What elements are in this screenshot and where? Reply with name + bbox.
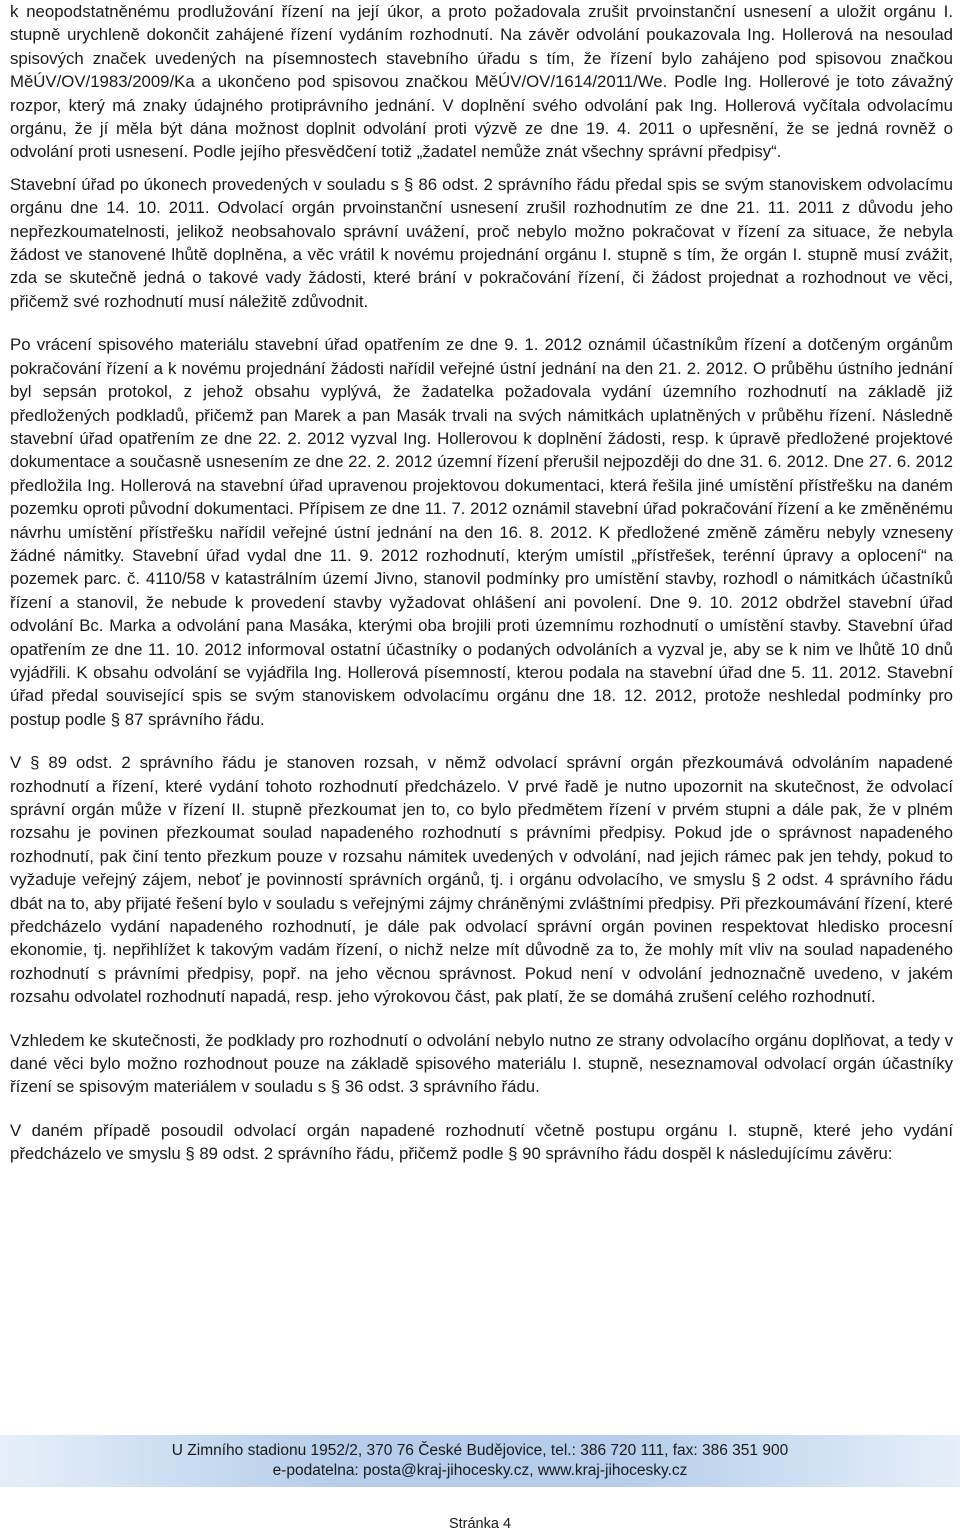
footer-contacts: e-podatelna: posta@kraj-jihocesky.cz, www.kraj-jihocesky.cz: [272, 1462, 688, 1479]
paragraph-conclusion-intro: V daném případě posoudil odvolací orgán napadené rozhodnutí včetně postupu orgánu I. stupně, které jeho vydání předcházelo ve smyslu § 89 odst. 2 správního řádu, přičemž podle § 90 správního řádu dospěl k následujícímu závěru:: [10, 1120, 953, 1164]
paragraph-appeal-summary: k neopodstatněnému prodlužování řízení na její úkor, a proto požadovala zrušit prvoinstanční usnesení a uložit orgánu I. stupně urychleně dokončit zahájené řízení vydáním rozhodnutí. Na závěr odvolání poukazovala Ing. Hollerová na nesoulad spisových značek uvedených na písemnostech stavebního úřadu s tím, že řízení bylo zahájeno pod spisovou značkou MěÚV/OV/1983/2009/Ka a ukončeno pod spisovou značkou MěÚV/OV/1614/2011/We. Podle Ing. Hollerové je toto závažný rozpor, který má znaky údajného protiprávního jednání. V doplnění svého odvolání pak Ing. Hollerová vyčítala odvolacímu orgánu, že jí měla být dána možnost doplnit odvolání proti výzvě ze dne 19. 4. 2011 o upřesnění, že se jedná rovněž o odvolání proti usnesení. Podle jejího přesvědčení totiž „žadatel nemůže znát všechny správní předpisy“.: [10, 2, 953, 162]
paragraph-review-scope: V § 89 odst. 2 správního řádu je stanoven rozsah, v němž odvolací správní orgán přezkoumává odvoláním napadené rozhodnutí a řízení, které vydání tohoto rozhodnutí předcházelo. V prvé řadě je nutno upozornit na skutečnost, že odvolací správní orgán může v řízení II. stupně přezkoumat jen to, co bylo předmětem řízení v prvém stupni a dále pak, že v plném rozsahu je povinen přezkoumat soulad napadeného rozhodnutí s právními předpisy. Pokud jde o správnost napadeného rozhodnutí, pak činí tento přezkum pouze v rozsahu námitek uvedených v odvolání, nad jejich rámec pak jen tehdy, pokud to vyžaduje veřejný zájem, neboť je povinností správních orgánů, tj. i orgánu odvolacího, ve smyslu § 2 odst. 4 správního řádu dbát na to, aby přijaté řešení bylo v souladu s veřejnými zájmy chráněnými zvláštními předpisy. Při přezkoumávání řízení, které předcházelo vydání napadeného rozhodnutí, je dále pak odvolací správní orgán povinen respektovat hledisko procesní ekonomie, tj. nepřihlížet k takovým vadám řízení, o nichž nelze mít důvodně za to, že mohly mít vliv na soulad napadeného rozhodnutí s právními předpisy, popř. na jeho věcnou správnost. Pokud není v odvolání jednoznačně uvedeno, v jakém rozsahu odvolatel rozhodnutí napadá, resp. jeho výrokovou část, pak platí, že se domáhá zrušení celého rozhodnutí.: [10, 753, 953, 1007]
footer-address: U Zimního stadionu 1952/2, 370 76 České Budějovice, tel.: 386 720 111, fax: 386 351 900: [171, 1442, 789, 1459]
paragraph-proceedings-history: Po vrácení spisového materiálu stavební úřad opatřením ze dne 9. 1. 2012 oznámil účastníkům řízení a dotčeným orgánům pokračování řízení a k novému projednání žádosti nařídil veřejné ústní jednání na den 21. 2. 2012. O průběhu ústního jednání byl sepsán protokol, z jehož obsahu vyplývá, že žadatelka požadovala vydání územního rozhodnutí na základě již předložených podkladů, přičemž pan Marek a pan Masák trvali na svých námitkách uplatněných v průběhu řízení. Následně stavební úřad opatřením ze dne 22. 2. 2012 vyzval Ing. Hollerovou k doplnění žádosti, resp. k úpravě předložené projektové dokumentace a současně usnesením ze dne 22. 2. 2012 územní řízení přerušil nejpozději do dne 31. 6. 2012. Dne 27. 6. 2012 předložila Ing. Hollerová na stavební úřad upravenou projektovou dokumentaci, která řešila jiné umístění přístřešku na daném pozemku oproti původní dokumentaci. Přípisem ze dne 11. 7. 2012 oznámil stavební úřad pokračování řízení a ke změněnému návrhu umístění přístřešku nařídil veřejné ústní jednání na den 16. 8. 2012. K předložené změně záměru nebyly vzneseny žádné námitky. Stavební úřad vydal dne 11. 9. 2012 rozhodnutí, kterým umístil „přístřešek, terénní úpravy a oplocení“ na pozemek parc. č. 4110/58 v katastrálním území Jivno, stanovil podmínky pro umístění stavby, rozhodl o námitkách účastníků řízení a stanovil, že nebude k provedení stavby vyžadovat ohlášení ani povolení. Dne 9. 10. 2012 obdržel stavební úřad odvolání Bc. Marka a odvolání pana Masáka, kterými oba brojili proti územnímu rozhodnutí o umístění stavby. Stavební úřad opatřením ze dne 11. 10. 2012 informoval ostatní účastníky o podaných odvoláních a vyzval je, aby se k nim ve lhůtě 10 dnů vyjádřili. K obsahu odvolání se vyjádřila Ing. Hollerová písemností, kterou podala na stavební úřad dne 5. 11. 2012. Stavební úřad předal související spis se svým stanoviskem odvolacímu orgánu dne 18. 12. 2012, protože neshledal podmínky pro postup podle § 87 správního řádu.: [10, 335, 953, 729]
page-number: Stránka 4: [448, 1516, 512, 1532]
footer-contact-band: [0, 1435, 960, 1487]
document-body: [10, 0, 953, 1166]
paragraph-appeal-transfer: Stavební úřad po úkonech provedených v souladu s § 86 odst. 2 správního řádu předal spis se svým stanoviskem odvolacímu orgánu dne 14. 10. 2011. Odvolací orgán prvoinstanční usnesení zrušil rozhodnutím ze dne 21. 11. 2011 z důvodu jeho nepřezkoumatelnosti, jelikož neobsahovalo správní uvážení, proč nebylo možno pokračovat v řízení za situace, že nebyla žádost ve stanovené lhůtě doplněna, a věc vrátil k novému projednání orgánu I. stupně s tím, že orgán I. stupně musí zvážit, zda se skutečně jedná o takové vady žádosti, které brání v pokračování řízení, či žádost projednat a rozhodnout ve věci, přičemž své rozhodnutí musí náležitě zdůvodnit.: [10, 174, 953, 311]
paragraph-file-material: Vzhledem ke skutečnosti, že podklady pro rozhodnutí o odvolání nebylo nutno ze strany odvolacího orgánu doplňovat, a tedy v dané věci bylo možno rozhodnout pouze na základě spisového materiálu I. stupně, neseznamoval odvolací orgán účastníky řízení se spisovým materiálem v souladu s § 36 odst. 3 správního řádu.: [10, 1030, 953, 1097]
